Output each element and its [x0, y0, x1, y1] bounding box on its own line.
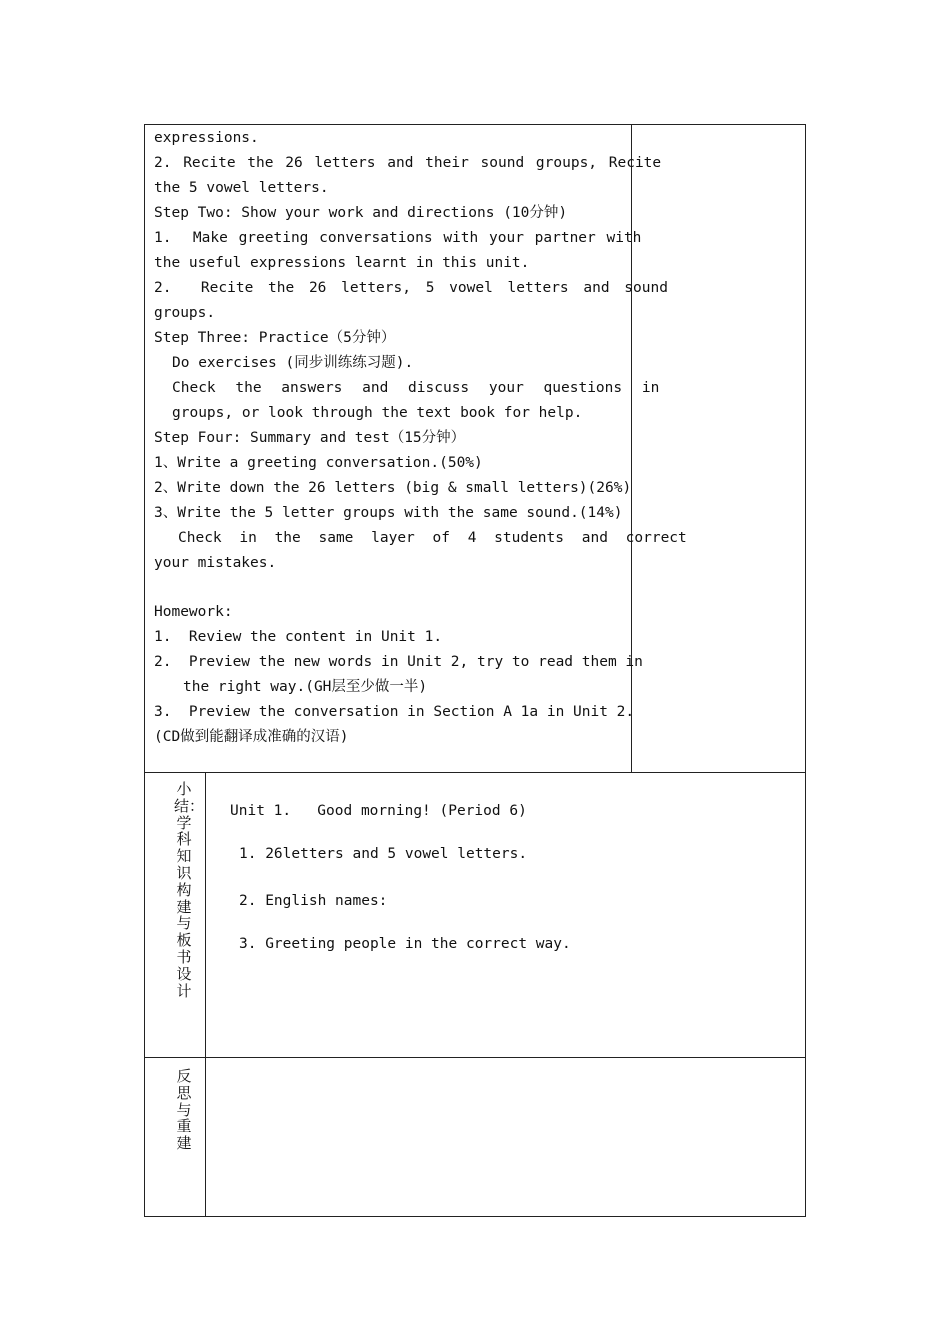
- lesson-line: the useful expressions learnt in this unit.: [154, 255, 530, 271]
- lesson-line: groups.: [154, 305, 216, 321]
- lesson-line: 2. Recite the 26 letters, 5 vowel letters and sound: [154, 280, 668, 296]
- notes-cell: [631, 124, 806, 773]
- summary-title: Unit 1. Good morning! (Period 6): [230, 803, 527, 819]
- step-two-heading: Step Two: Show your work and directions (10分钟): [154, 205, 568, 221]
- lesson-line: the 5 vowel letters.: [154, 180, 329, 196]
- homework-heading: Homework:: [154, 604, 233, 620]
- lesson-line: 1、Write a greeting conversation.(50%): [154, 455, 483, 471]
- lesson-line: groups, or look through the text book for help.: [172, 405, 583, 421]
- lesson-line: 3. Preview the conversation in Section A 1a in Unit 2.: [154, 704, 635, 720]
- reflection-label: 反思与重建: [176, 1067, 192, 1153]
- lesson-line: 2. Recite the 26 letters and their sound groups, Recite: [154, 155, 662, 171]
- summary-label: 小结：学科知识构建与板书设计: [174, 780, 205, 1000]
- lesson-line: Do exercises (同步训练练习题).: [172, 355, 414, 371]
- lesson-line: Check the answers and discuss your questions in: [172, 380, 660, 396]
- lesson-line: 2. Preview the new words in Unit 2, try to read them in: [154, 654, 643, 670]
- lesson-line: (CD做到能翻译成准确的汉语): [154, 729, 349, 745]
- summary-item: 2. English names:: [239, 893, 388, 909]
- lesson-line: 3、Write the 5 letter groups with the same sound.(14%): [154, 505, 623, 521]
- summary-item: 3. Greeting people in the correct way.: [239, 936, 571, 952]
- lesson-line: 1. Review the content in Unit 1.: [154, 629, 443, 645]
- step-four-heading: Step Four: Summary and test（15分钟）: [154, 430, 466, 446]
- step-three-heading: Step Three: Practice（5分钟）: [154, 330, 396, 346]
- lesson-line: expressions.: [154, 130, 259, 146]
- lesson-line: Check in the same layer of 4 students and correct: [178, 530, 687, 546]
- lesson-line: 2、Write down the 26 letters (big & small letters)(26%): [154, 480, 632, 496]
- lesson-line: the right way.(GH层至少做一半): [183, 679, 428, 695]
- lesson-line: your mistakes.: [154, 555, 277, 571]
- summary-item: 1. 26letters and 5 vowel letters.: [239, 846, 528, 862]
- reflection-content-cell: [205, 1057, 806, 1217]
- lesson-line: 1. Make greeting conversations with your partner with: [154, 230, 642, 246]
